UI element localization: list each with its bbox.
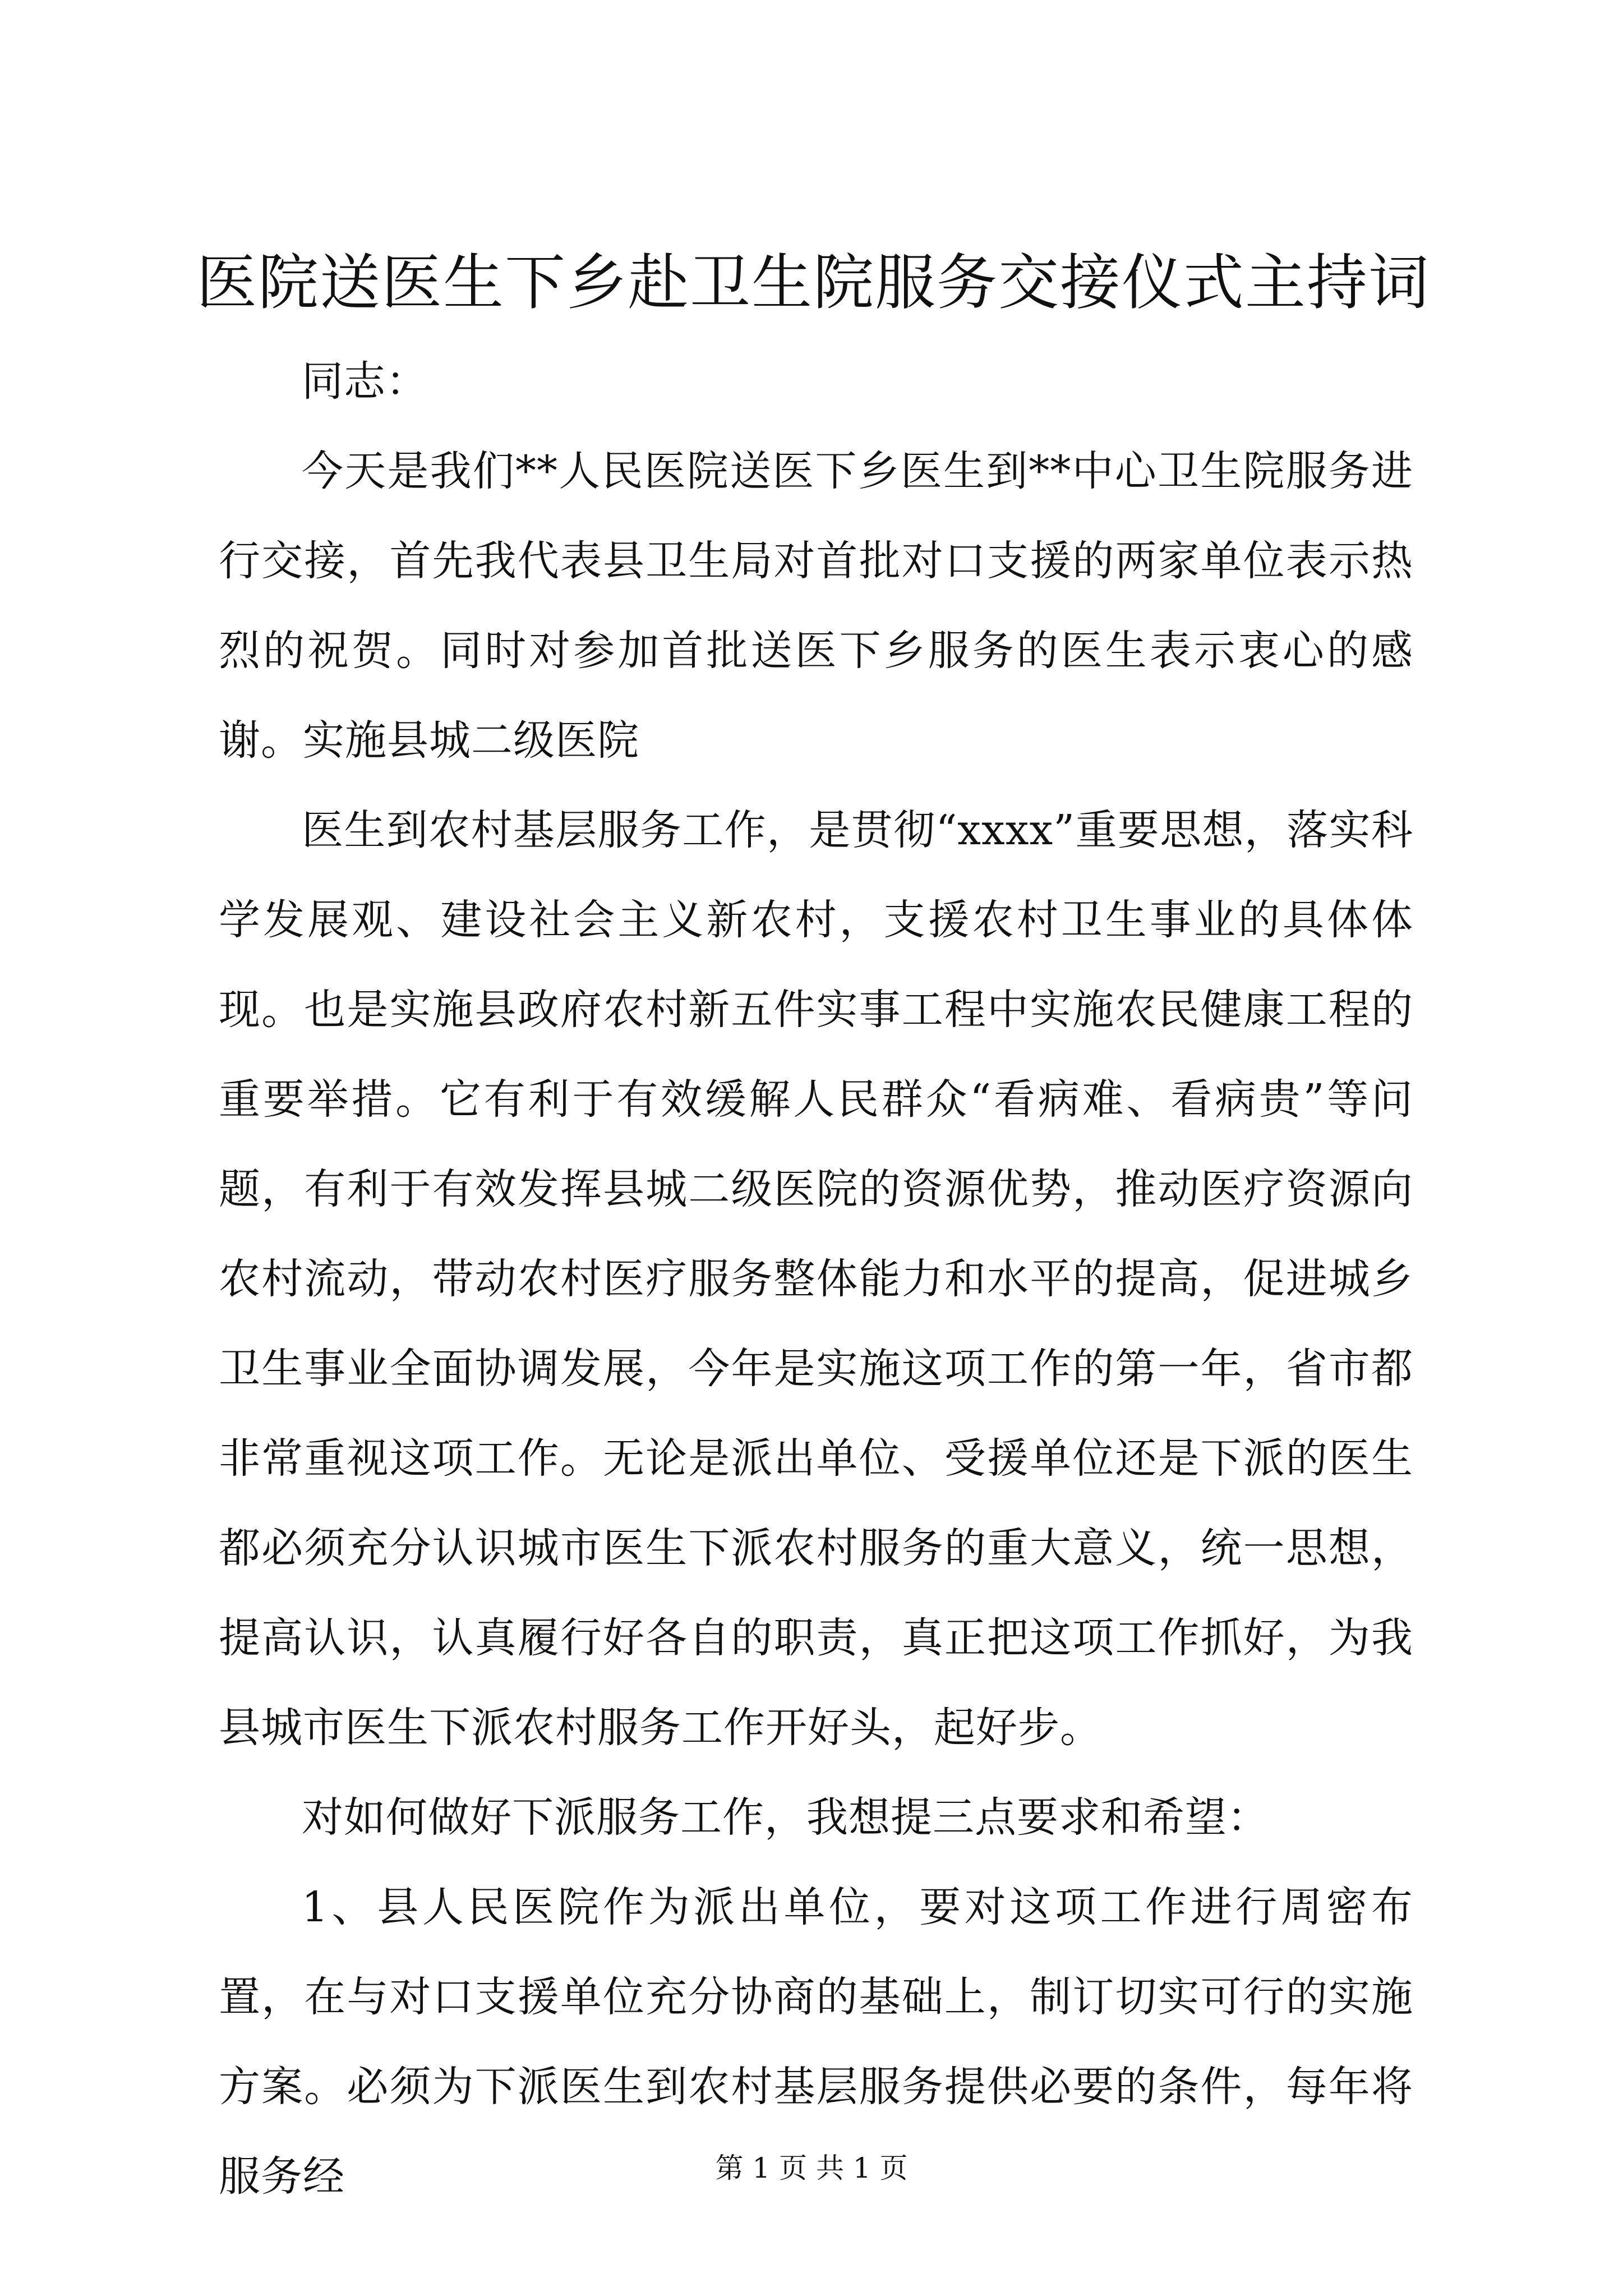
paragraph-greeting: 同志：: [302, 357, 428, 406]
paragraph-requirements-lead: 对如何做好下派服务工作，我想提三点要求和希望：: [302, 1793, 1269, 1842]
paragraph-significance: 医生到农村基层服务工作，是贯彻“xxxx”重要思想，落实科学发展观、建设社会主义新农村，支援农村卫生事业的具体体现。也是实施县政府农村新五件实事工程中实施农民健康工程的重要举措。它有利于有效缓解人民群众“看病难、看病贵”等问题，有利于有效发挥县城二级医院的资源优势，推动医疗资源向农村流动，带动农村医疗服务整体能力和水平的提高，促进城乡卫生事业全面协调发展，今年是实施这项工作的第一年，省市都非常重视这项工作。无论是派出单位、受援单位还是下派的医生都必须充分认识城市医生下派农村服务的重大意义，统一思想，提高认识，认真履行好各自的职责，真正把这项工作抓好，为我县城市医生下派农村服务工作开好头，起好步。: [219, 806, 1413, 1752]
document-body: [219, 337, 1413, 2221]
document-title: 医院送医生下乡赴卫生院服务交接仪式主持词: [196, 248, 1430, 318]
paragraph-intro: 今天是我们**人民医院送医下乡医生到**中心卫生院服务进行交接，首先我代表县卫生局对首批对口支援的两家单位表示热烈的祝贺。同时对参加首批送医下乡服务的医生表示衷心的感谢。实施县城二级医院: [219, 447, 1413, 765]
paragraph-requirement-1: 1、县人民医院作为派出单位，要对这项工作进行周密布置，在与对口支援单位充分协商的基础上，制订切实可行的实施方案。必须为下派医生到农村基层服务提供必要的条件，每年将服务经: [219, 1883, 1413, 2201]
page-number-footer: 第 1 页 共 1 页: [715, 2152, 908, 2184]
